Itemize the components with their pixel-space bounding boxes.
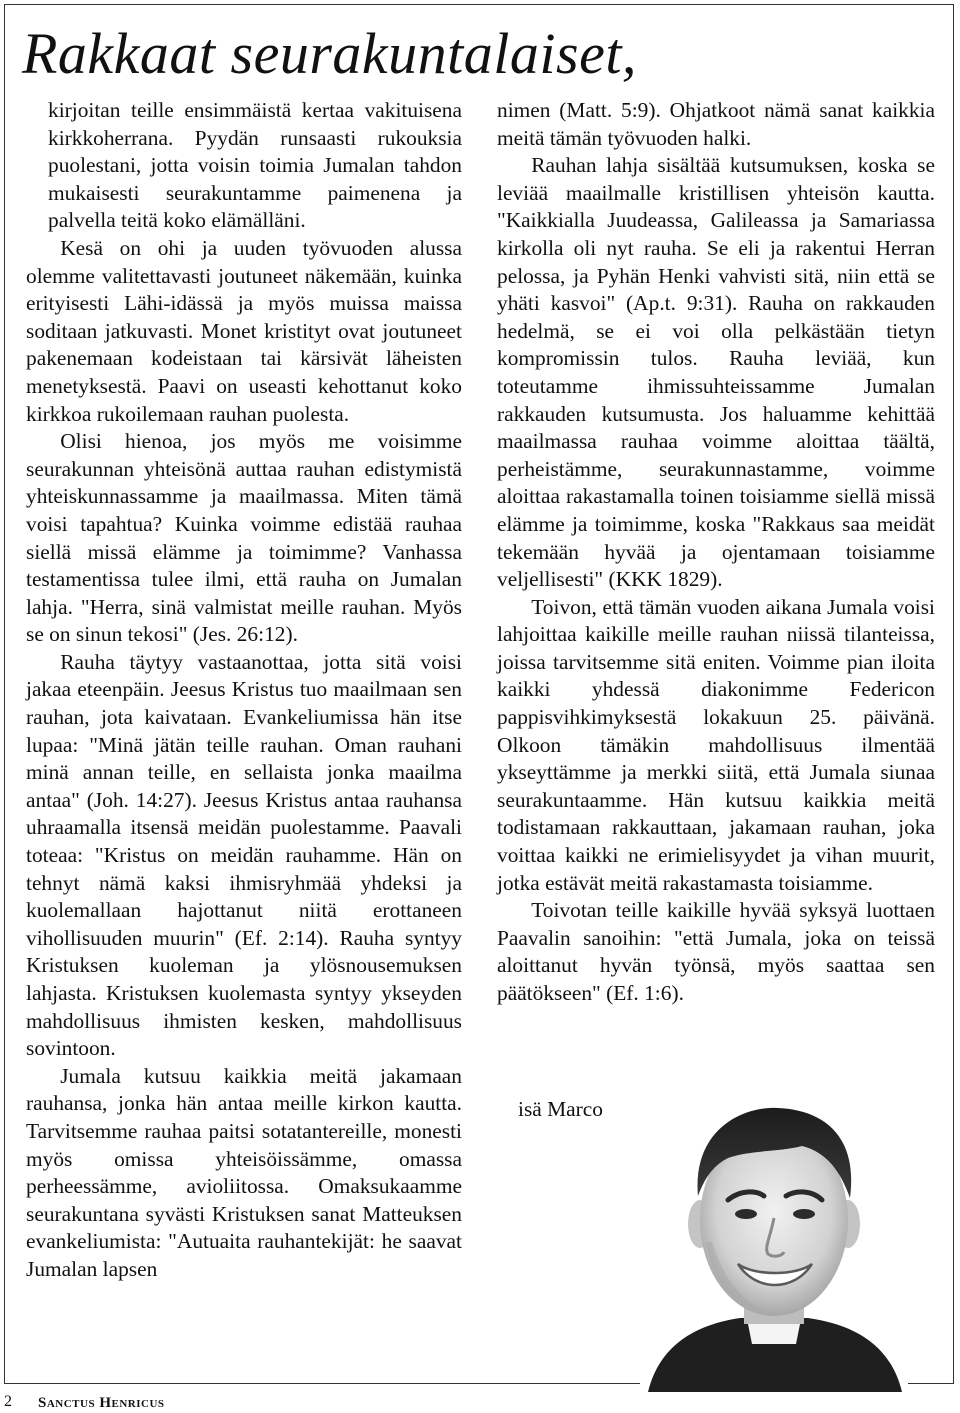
paragraph: Jumala kutsuu kaikkia meitä jakamaan rauhansa, jonka hän antaa meille kirkon kautta. Tarvitsemme rauhaa paitsi sotatantereille, monesti myös omissa yhteisöissämme, omassa perheessämme, avioliitossa. Omaksukaamme seurakuntana syvästi Kristuksen sanat Matteuksen evankeliumista: "Autuaita rauhantekijät: he saavat Jumalan lapsen [26,1063,462,1281]
paragraph: nimen (Matt. 5:9). Ohjatkoot nämä sanat kaikkia meitä tämän työvuoden halki. [497,98,935,150]
paragraph: Rauhan lahja sisältää kutsumuksen, koska se leviää maailmalle kristillisen yhteisön kautta. "Kaikkialla Juudeassa, Galileassa ja Samariassa kirkolla oli nyt rauha. Se eli ja rakentui Herran pelossa, ja Pyhän Henki vahvisti sitä, niin että se yhäti kasvoi" (Ap.t. 9:31). Rauha on rakkauden hedelmä, se ei voi olla pelkästään tietyn kompromissin tulos. Rauha leviää, kun toteutamme ihmissuhteissamme Jumalan rakkauden kutsumusta. Jos haluamme kehittää maailmassa rauhaa voimme aloittaa täältä, perheistämme, seurakunnastamme, voimme aloittaa rakastamalla toinen toisiamme siellä missä elämme ja toimimme, koska "Rakkaus saa meidät tekemään hyvää ja ojentamaan toisiamme veljellisesti" (KKK 1829). [497,153,935,592]
paragraph: Toivon, että tämän vuoden aikana Jumala voisi lahjoittaa kaikille meille rauhan niissä tilanteissa, joissa tarvitsemme sitä eniten. Voimme pian iloita kaikki yhdessä diakonimme Federicon pappisvihkimyksestä lokakuun 25. päivänä. Olkoon tämäkin mahdollisuus ilmentää ykseyttämme ja merkki siitä, että Jumala siunaa seurakuntaamme. Hän kutsuu kaikkia meitä todistamaan rakkauttaan, jakamaan rauhan, joka voittaa kaikki ne erimielisyydet ja vihan muurit, jotka estävät meitä rakastamasta toisiamme. [497,594,935,895]
paragraph: Olisi hienoa, jos myös me voisimme seurakunnan yhteisönä auttaa rauhan edistymistä yhteiskunnassamme ja maailmassa. Miten tämä voisi tapahtua? Kuinka voimme edistää rauhaa siellä missä elämme ja toimimme? Vanhassa testamentissa tulee ilmi, että rauha on Jumalan lahja. "Herra, sinä valmistat meille rauhan. Myös se on sinun tekosi" (Jes. 26:12). [26,429,462,647]
left-column [26,97,462,1284]
paragraph: Rauha täytyy vastaanottaa, jotta sitä voisi jakaa eteenpäin. Jeesus Kristus tuo maailmaan sen rauhan, jota kaivataan. Evankeliumissa hän itse lupaa: "Minä jätän teille rauhan. Oman rauhani minä annan teille, en sellaista jonka maailma antaa" (Joh. 14:27). Jeesus Kristus antaa rauhansa uhraamalla itsensä meidän puolestamme. Paavali toteaa: "Kristus on meidän rauhamme. Hän on tehnyt nämä kaksi ihmisryhmää yhdeksi ja kuolemallaan hajottanut niitä erottaneen vihollisuuden muurin" (Ef. 2:14). Rauha syntyy Kristuksen kuoleman ja ylösnousemuksen lahjasta. Kristuksen kuolemasta syntyy ykseyden mahdollisuus ihmisten kesken, mahdollisuus sovintoon. [26,649,462,1061]
author-signature: isä Marco [518,1097,603,1121]
paragraph: kirjoitan teille ensimmäistä kertaa vakituisena kirkkoherrana. Pyydän runsaasti rukouksia puolestani, jotta voisin toimia Jumalan tahdon mukaisesti seurakuntamme paimenena ja palvella teitä koko elämälläni. [48,98,462,233]
paragraph: Toivotan teille kaikille hyvää syksyä luottaen Paavalin sanoihin: "että Jumala, joka on teissä aloittanut hyvän työnsä, myös saattaa sen päätökseen" (Ef. 1:6). [497,898,935,1005]
article-title: Rakkaat seurakuntalaiset, [22,21,637,86]
paragraph: Kesä on ohi ja uuden työvuoden alussa olemme valitettavasti joutuneet näkemään, kuinka erityisesti Lähi-idässä ja myös muissa maissa soditaan jatkuvasti. Monet kristityt ovat joutuneet pakenemaan kodeistaan tai kärsivät läheisten menetyksestä. Paavi on useasti kehottanut koko kirkkoa rukoilemaan rauhan puolesta. [26,235,462,426]
publication-masthead: Sanctus Henricus [38,1395,165,1411]
right-column [497,97,935,1008]
author-portrait [640,1092,908,1392]
page-number: 2 [4,1393,12,1410]
